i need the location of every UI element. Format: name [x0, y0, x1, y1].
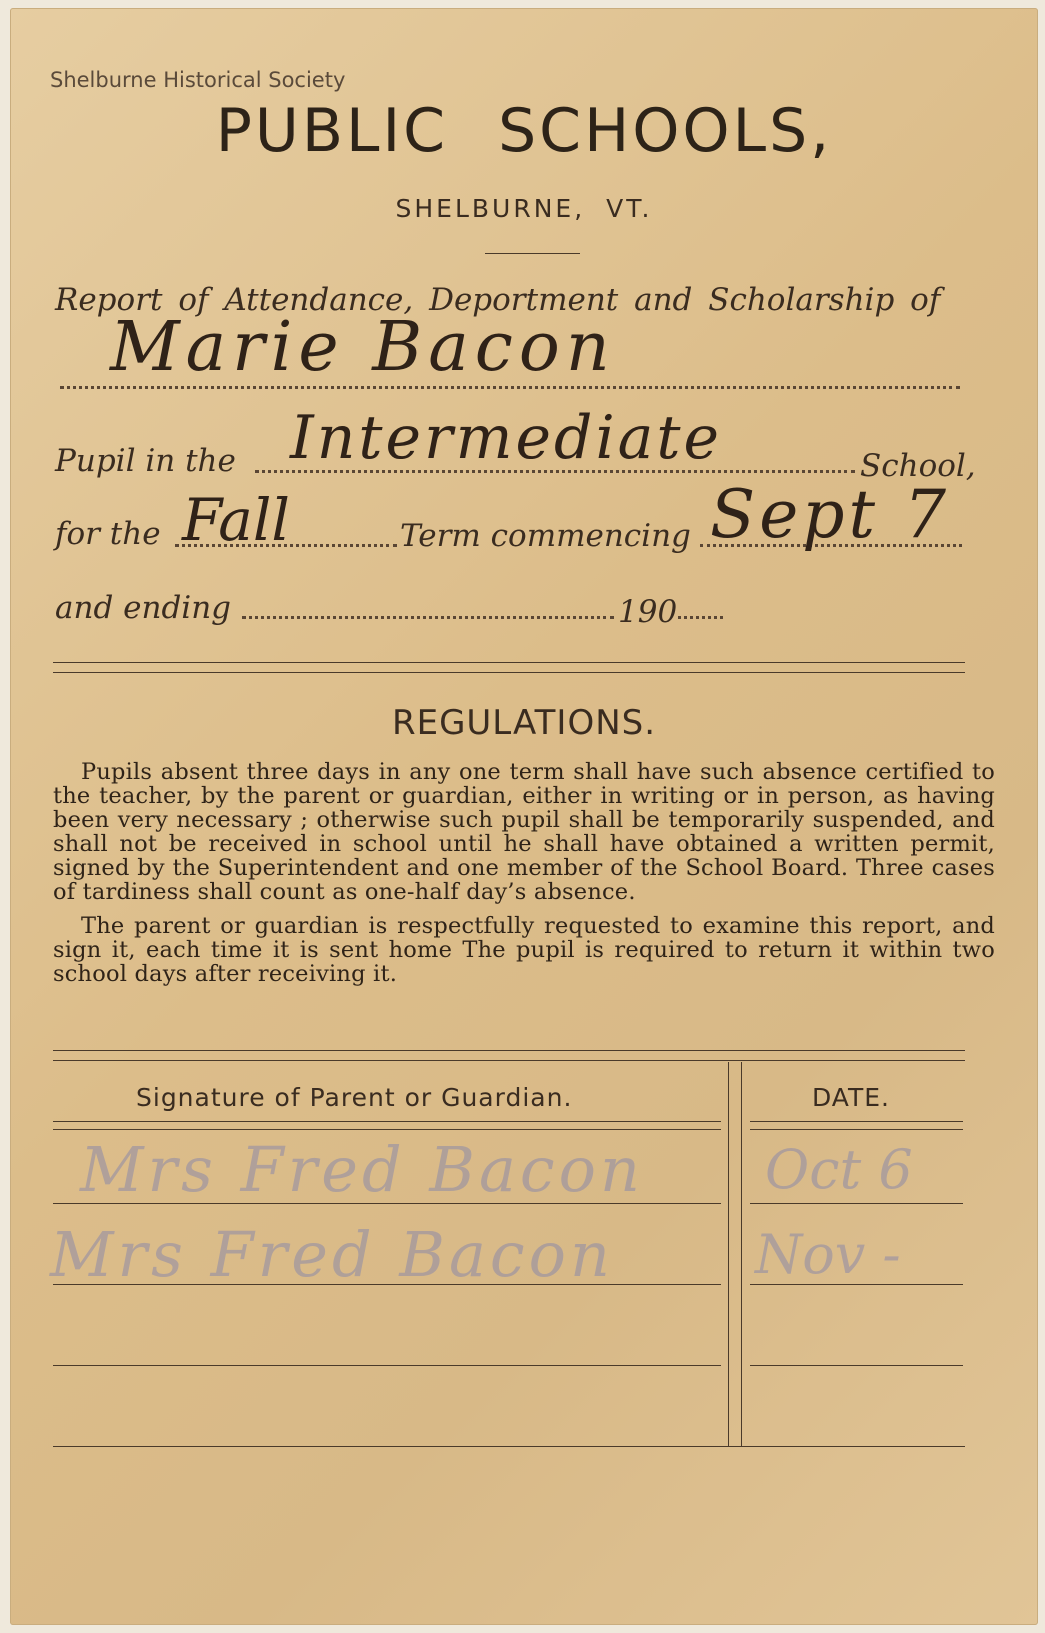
regulations-title: REGULATIONS.: [391, 703, 657, 743]
divider-rule: [53, 672, 965, 673]
page-subtitle: SHELBURNE, VT.: [395, 194, 653, 223]
pupil-in-label: Pupil in the: [55, 443, 236, 479]
signature-line: [53, 1365, 721, 1366]
page-title: PUBLIC SCHOOLS,: [215, 96, 833, 166]
regulation-paragraph-2: The parent or guardian is respectfully requested to examine this report, and sign it, each time it is sent home The pupil is required to return it within two school days after receiving it.: [53, 913, 995, 987]
header-rule: [53, 1129, 721, 1130]
column-divider: [728, 1062, 729, 1447]
date-line: [750, 1203, 963, 1204]
table-top-rule: [53, 1060, 965, 1061]
ending-dotted-line: [242, 616, 614, 619]
term-start-handwritten: Sept 7: [710, 476, 951, 553]
regulations-text: [53, 760, 995, 996]
for-the-label: for the: [55, 516, 161, 552]
header-rule: [53, 1121, 721, 1122]
date-entry: Oct 6: [765, 1138, 913, 1201]
title-divider: [485, 253, 580, 254]
column-divider: [741, 1062, 742, 1447]
header-rule: [750, 1129, 963, 1130]
year-dotted-line: [678, 616, 723, 619]
year-label: 190: [618, 594, 678, 630]
table-bottom-rule: [53, 1446, 965, 1447]
signature-column-header: Signature of Parent or Guardian.: [136, 1083, 573, 1112]
regulation-paragraph-1: Pupils absent three days in any one term shall have such absence certified to the teacher, by the parent or guardian, either in writing or in person, as having been very necessary ; otherwise such pupil shall be temporarily suspended, and shall not be received in school until he shall have obtained a written permit, signed by the Superintendent and one member of the School Board. Three cases of tardiness shall count as one-half day’s absence.: [53, 759, 995, 905]
table-top-rule: [53, 1050, 965, 1051]
school-name-handwritten: Intermediate: [290, 403, 723, 473]
report-of-label: Report of Attendance, Deportment and Scholarship of: [55, 282, 941, 318]
header-rule: [750, 1121, 963, 1122]
date-column-header: DATE.: [812, 1083, 890, 1112]
date-line: [750, 1365, 963, 1366]
signature-entry: Mrs Fred Bacon: [80, 1133, 644, 1206]
report-card: [10, 8, 1038, 1625]
and-ending-label: and ending: [55, 590, 232, 626]
pupil-name-handwritten: Marie Bacon: [110, 308, 616, 387]
signature-entry: Mrs Fred Bacon: [50, 1218, 614, 1291]
date-entry: Nov -: [755, 1223, 901, 1286]
school-label: School,: [860, 448, 976, 484]
term-name-handwritten: Fall: [182, 486, 290, 554]
divider-rule: [53, 662, 965, 663]
watermark: Shelburne Historical Society: [50, 68, 346, 92]
term-commencing-label: Term commencing: [400, 518, 691, 554]
